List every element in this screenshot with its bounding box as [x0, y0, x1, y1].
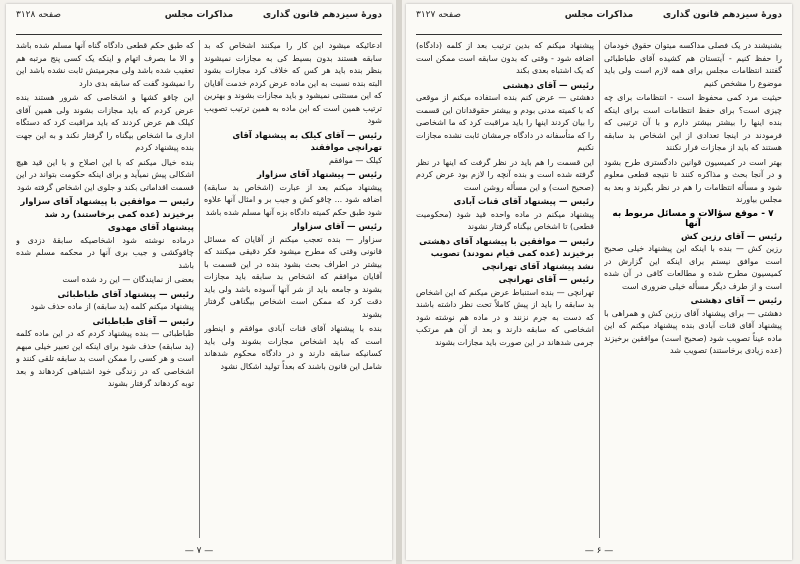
session-label: دورهٔ سیزدهم قانون گذاری	[262, 10, 382, 20]
text-paragraph: که طبق حکم قطعی دادگاه گناه آنها مسلم شده باشد و الا ما بصرف اتهام و اینکه یک کسی پنج مرتبه هم تعقیب شده باشد ولی مجرمیتش ثابت نشده باشد این را نمیشود گفت که سابقه بدی دارد	[16, 41, 194, 88]
text-paragraph: این چاقو کشها و اشخاصی که شرور هستند بنده عرض کردم که باید مجازات بشوند ولی همین آقای کیلک هم عرض کردند که باید مراقبت کرد که دستگاه اداری ما اشخاص بیگناه را گرفتار نکند و به این جهت بنده پیشنهاد کردم	[16, 93, 194, 152]
page-number: — ۶ —	[584, 546, 614, 556]
text-paragraph: تهرانچی — بنده استنباط عرض میکنم که این اشخاص بد سابقه را باید از پیش کاملاً تحت نظر داشته باشند که دست به جرم نزنند و در ماده هم نوشته شود اشخاصی که سابقه دارند و بعد از آن هم مرتکب جرمی شدهاند در این صورت باید مجازات بشوند	[416, 287, 594, 347]
speaker-line: رئیس — پیشنهاد آقای سزاوار	[257, 170, 382, 180]
speaker-line: رئیس — آقای دهشتی	[502, 80, 594, 91]
text-paragraph: بهتر است در کمیسیون قوانین دادگستری طرح بشود و در آنجا بحث و مذاکره کنند تا نتیجه قطعی معلوم شود و مسأله انتظامات را هم در نظر بگیرند و بعد به مجلس بیاورند	[604, 157, 782, 204]
page-label: صفحه ۳۱۲۸	[16, 10, 62, 20]
text-columns	[16, 40, 382, 538]
speaker-line: رئیس — پیشنهاد آقای قنات آبادی	[453, 197, 594, 207]
text-paragraph: پیشنهاد میکنم که بدین ترتیب بعد از کلمه (دادگاه) اضافه شود - وقتی که بدون سابقه است ممکن است که یک اشتباه بعدی بکند	[416, 41, 594, 75]
left-page	[6, 4, 392, 560]
text-paragraph: رزین کش — بنده با اینکه این پیشنهاد خیلی صحیح است موافق نیستم برای اینکه این گزارش در کمیسیون مطرح شده و مطالعات کافی در آن شده است و از طرف دیگر مسأله خیلی ضروری است	[604, 244, 782, 291]
page-title: مذاکرات مجلس	[564, 10, 634, 20]
page-number: — ۷ —	[184, 546, 214, 556]
text-paragraph: بنده خیال میکنم که با این اصلاح و با این قید هیچ اشکالی پیش نمیآید و برای اینکه حکومت بتواند در این قسمت اقداماتی بکند و جلوی این اشخاص گرفته شود	[16, 157, 194, 192]
speaker-line: رئیس — آقای دهشتی	[690, 296, 782, 306]
text-columns	[416, 40, 782, 538]
left-column	[416, 40, 594, 538]
right-page	[406, 4, 792, 560]
text-paragraph: بنده با پیشنهاد آقای قنات آبادی موافقم و اینطور است که باید اشخاص مجازات بشوند ولی باید کسانیکه سابقه دارند و در دادگاه محکوم شدهاند شامل این قانون باشند که بعداً تولید اشکال نشود	[204, 324, 382, 371]
text-paragraph: این قسمت را هم باید در نظر گرفت که اینها در نظر گرفته شده است و بنده آنچه را لازم بود عرض کردم (صحیح است) و این مسأله روشن است	[416, 157, 594, 192]
left-column	[16, 40, 194, 538]
column-divider	[199, 40, 200, 538]
text-paragraph: ادعائیکه میشود این کار را میکنند اشخاص که بد سابقه هستند بدون بسیط کی به مجازات نمیشوند بنظر بنده باید هر کس که خلاف کرد مجازات بشود البته بنده نسبت به این ماده عرض کردم خدمت آقایان که این مستثنی نمیشود و باید مجازات بشوند و بهترین ترتیب همین است که این ماده به همین ترتیب تصویب شود	[204, 41, 382, 125]
text-paragraph: کیلک — موافقم	[329, 155, 382, 165]
speaker-line: رئیس — آقای رزین کش	[681, 231, 782, 242]
text-paragraph: پیشنهاد میکنم بعد از عبارت (اشخاص بد سابقه) اضافه شود ... چاقو کش و جیب بر و امثال آنها علاوه شود طبق حکم کمیته دادگاه بزه آنها مسلم شده باشد	[204, 182, 382, 217]
speaker-line: رئیس — موافقین با پیشنهاد آقای دهشتی برخیزند (عده کمی قیام نمودند) تصویب نشد پیشنهاد آقای تهرانچی	[419, 236, 594, 272]
right-column	[204, 40, 382, 538]
text-paragraph: بشنیشند در یک فصلی مداکسه میتوان حقوق خودمان را حفظ کنیم - آیتستان هم کشیده آقای طباطبائی گفتند انتظامات مجلس برای همه لازم است ولی باید موضوع را مشخص کنیم	[604, 41, 782, 88]
page-header	[16, 10, 382, 40]
text-paragraph: طباطبائی — بنده پیشنهاد کردم که در این ماده کلمه (بد سابقه) حذف شود برای اینکه این تعبیر خیلی مبهم است و هر کسی را ممکن است بد سابقه تلقی کنند و اشخاصی که در زندگی خود اشتباهی کردهاند و بعد توبه کردهاند گرفتار بشوند	[16, 329, 194, 388]
speaker-line: رئیس — موافقین با پیشنهاد آقای سزاوار برخیزند (عده کمی برخاستند) رد شد	[20, 197, 194, 220]
page-title: مذاکرات مجلس	[164, 10, 234, 20]
text-paragraph: پیشنهاد میکنم در ماده واحده قید شود (محکومیت قطعی) تا اشخاص بیگناه گرفتار نشوند	[416, 209, 594, 231]
speaker-line: رئیس — آقای تهرانچی	[498, 275, 594, 285]
text-paragraph: سزاوار — بنده تعجب میکنم از آقایان که مسائل قانونی وقتی که مطرح میشود فکر دقیقی میکنند که بیشتر در اطراف بحث بشود بنده در این قسمت با آقایان موافقم که اشخاص بد سابقه باید مجازات بشوند و جامعه باید از شر آنها آسوده باشد ولی باید دقت کرد که ممکن است اشخاص بیگناهی گرفتار بشوند	[204, 234, 382, 319]
agenda-heading: ۷ - موقع سؤالات و مسائل مربوط به آنها	[612, 208, 774, 229]
speaker-line: رئیس — آقای کیلک به پیشنهاد آقای تهرانچی موافقند	[232, 130, 382, 153]
text-paragraph: درماده نوشته شود اشخاصیکه سابقهٔ دزدی و چاقوکشی و جیب بری آنها در محکمه مسلم شده باشد	[16, 235, 194, 270]
session-label: دورهٔ سیزدهم قانون گذاری	[662, 10, 782, 20]
text-paragraph: پیشنهاد میکنم کلمه (بد سابقه) از ماده حذف شود	[30, 302, 194, 311]
speaker-line: رئیس — پیشنهاد آقای طباطبائی	[57, 289, 194, 300]
column-divider	[599, 40, 600, 538]
header-rule	[16, 34, 382, 35]
header-rule	[416, 34, 782, 35]
page-header	[416, 10, 782, 40]
speaker-line: رئیس — آقای طباطبائی	[92, 316, 194, 327]
page-label: صفحه ۳۱۲۷	[416, 10, 462, 20]
speaker-line: رئیس — آقای سزاوار	[291, 222, 382, 232]
right-column	[604, 40, 782, 538]
book-gutter	[396, 0, 402, 564]
speaker-line: پیشنهاد آقای مهدوی	[107, 223, 194, 233]
text-paragraph: دهشتی — برای پیشنهاد آقای رزین کش و همراهی با پیشنهاد آقای قنات آبادی بنده پیشنهاد میکنم که این ماده عیناً تصویب شود (صحیح است) موافقین برخیزند (عده زیادی برخاستند) تصویب شد	[604, 308, 782, 355]
text-paragraph: دهشتی — عرض کنم بنده استفاده میکنم از موقعی که با کمیته مدنی بودم و بیشتر حقوقدانان این قسمت را بیان کردند اینها را باید مراقبت کرد که ما اشخاصی را که متأسفانه در دادگاه جرمشان ثابت نشده مجازات نکنیم	[416, 93, 594, 152]
text-paragraph: حیثیت مرد کمی محفوظ است - انتظامات برای چه چیزی است؟ برای حفظ انتظامات است برای اینکه بنده اینها را بیشتر بیشتر دارم و با آن ترتیبی که فرمودند در اینجا تعدادی از این اشخاص بد سابقه هستند که باید از مجازات فرار نکنند	[604, 93, 782, 152]
text-paragraph: بعضی از نمایندگان — این رد شده است	[62, 275, 194, 284]
